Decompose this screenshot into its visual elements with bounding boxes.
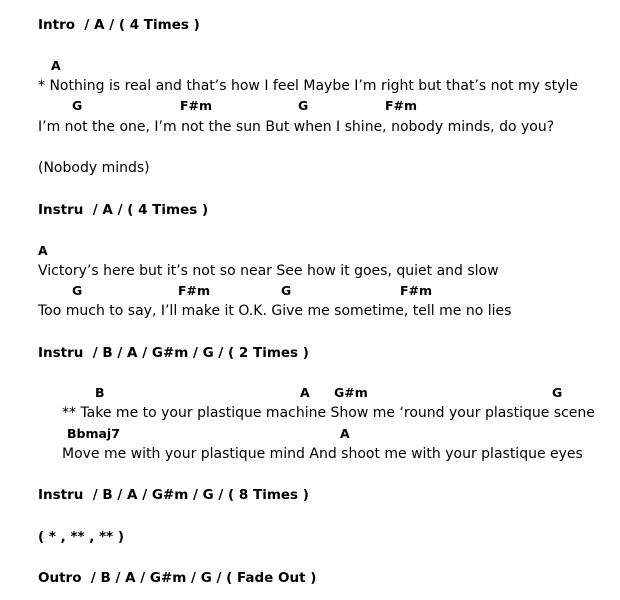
intro-header: Intro / A / ( 4 Times ) (38, 17, 200, 33)
verse2-chord-fsm-2: F#m (400, 283, 433, 298)
verse1-chord-fsm-1: F#m (180, 98, 213, 113)
verse1-chord-g-1: G (72, 98, 83, 113)
verse1-lyric-2: I’m not the one, I’m not the sun But when I shine, nobody minds, do you? (38, 119, 555, 135)
verse2-lyric-2: Too much to say, I’ll make it O.K. Give me sometime, tell me no lies (38, 303, 512, 319)
outro-header: Outro / B / A / G#m / G / ( Fade Out ) (38, 570, 317, 586)
chorus-lyric-1: ** Take me to your plastique machine Show me ‘round your plastique scene (62, 405, 595, 421)
instru3-header: Instru / B / A / G#m / G / ( 8 Times ) (38, 487, 309, 503)
verse1-lyric-1: * Nothing is real and that’s how I feel Maybe I’m right but that’s not my style (38, 78, 578, 94)
verse1-chord-g-2: G (298, 98, 309, 113)
repeat-marker: ( * , ** , ** ) (38, 529, 125, 545)
chorus-lyric-2: Move me with your plastique mind And shoot me with your plastique eyes (62, 446, 583, 462)
chorus-chord-g: G (552, 385, 563, 400)
verse2-chord-g-2: G (281, 283, 292, 298)
verse2-chord-g-1: G (72, 283, 83, 298)
chorus-chord-a: A (300, 385, 310, 400)
chorus-chord-b: B (95, 385, 105, 400)
chorus-chord-bbmaj7: Bbmaj7 (67, 426, 120, 441)
verse2-chord-fsm-1: F#m (178, 283, 211, 298)
instru1-header: Instru / A / ( 4 Times ) (38, 202, 209, 218)
verse2-chord-a: A (38, 243, 48, 258)
chorus-chord-gsm: G#m (334, 385, 368, 400)
chorus-chord-a-2: A (340, 426, 350, 441)
verse1-chord-a: A (51, 58, 61, 73)
verse1-chord-fsm-2: F#m (385, 98, 418, 113)
verse1-lyric-3: (Nobody minds) (38, 160, 150, 176)
instru2-header: Instru / B / A / G#m / G / ( 2 Times ) (38, 345, 309, 361)
verse2-lyric-1: Victory’s here but it’s not so near See how it goes, quiet and slow (38, 263, 499, 279)
